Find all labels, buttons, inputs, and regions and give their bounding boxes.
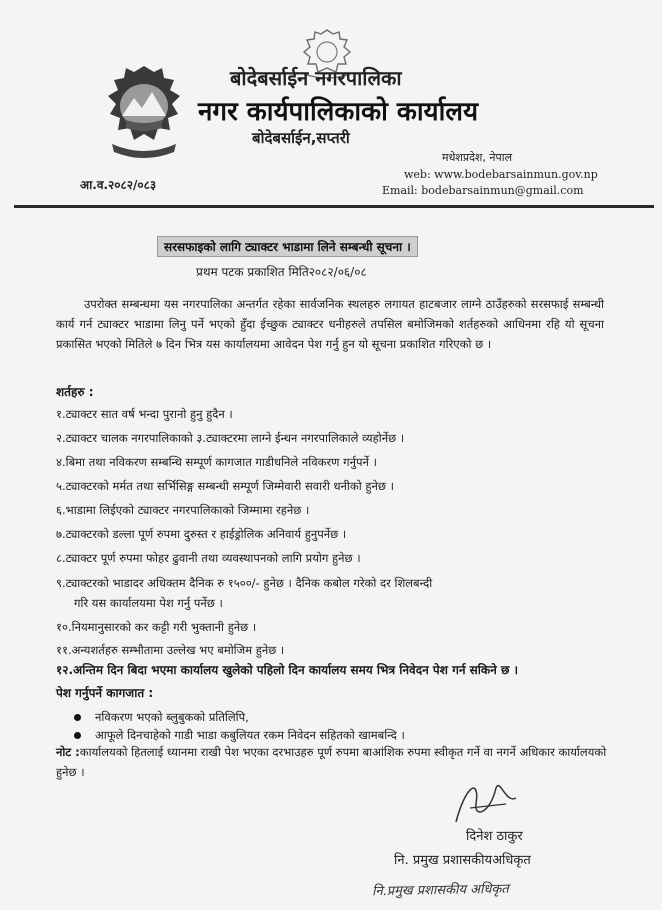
condition-item: १.ट्याक्टर सात वर्ष भन्दा पुरानो हुनु हुदैन ।: [56, 407, 233, 421]
intro-paragraph: उपरोक्त सम्बन्धमा यस नगरपालिका अन्तर्गत रहेका सार्वजनिक स्थलहरु लगायत हाटबजार लाग्ने ठाउँहरुको सरसफाई सम्बन्धी कार्य गर्न ट्याक्टर भाडामा लिनु पर्ने भएको हुँदा ईच्छुक ट्याक्टर धनीहरुले तपसिल बमोजिमको शर्तहरुको आधिनमा रहि यो सूचना प्रकासित भएको मितिले ७ दिन भित्र यस कार्यालयमा आवेदन पेश गर्नु हुन यो सूचना प्रकाशित गरिएको छ ।: [56, 297, 604, 351]
municipality-name: बोदेबर्साईन नगरपालिका: [230, 66, 402, 90]
notice-title: सरसफाइको लागि ट्याक्टर भाडामा लिने सम्बन्धी सूचना ।: [157, 236, 418, 257]
condition-item-10: १०.नियमानुसारको कर कट्टी गरी भुक्तानी हुनेछ ।: [56, 620, 257, 634]
condition-item-11: ११.अन्यशर्तहरु सम्भौतामा उल्लेख भए बमोजिम हुनेछ ।: [56, 643, 285, 657]
condition-item-9: [56, 573, 604, 613]
document-item: [74, 728, 405, 743]
documents-heading: पेश गर्नुपर्ने कागजात :: [56, 686, 154, 700]
header-divider: [14, 205, 654, 208]
document-text: नविकरण भएको ब्लुबुकको प्रतिलिपि,: [95, 710, 249, 724]
website-text: web: www.bodebarsainmun.gov.np: [404, 168, 598, 181]
signatory-name: दिनेश ठाकुर: [466, 829, 523, 844]
note-paragraph: [56, 742, 616, 782]
office-name: नगर कार्यपालिकाको कार्यालय: [198, 97, 479, 127]
condition-9-line-1: ९.ट्याक्टरको भाडादर अधिक्तम दैनिक रु १५००/- हुनेछ । दैनिक कबोल गरेको दर शिलबन्दी: [56, 576, 433, 590]
publish-date: प्रथम पटक प्रकाशित मिति२०८२/०६/०८: [196, 265, 367, 279]
condition-item: ७.ट्याक्टरको डल्ला पूर्ण रुपमा दुरुस्त र हाईड्रोलिक अनिवार्य हुनुपर्नेछ ।: [56, 527, 347, 541]
bullet-icon: [74, 714, 81, 721]
signature-scribble-icon: [446, 774, 526, 828]
signature-stamp: नि.प्रमुख प्रशासकीय अधिकृत: [371, 881, 509, 900]
signatory-title: नि. प्रमुख प्रशासकीयअधिकृत: [394, 853, 531, 868]
condition-item: ४.बिमा तथा नविकरण सम्बन्धि सम्पूर्ण कागजात गाडीधनिले नविकरण गर्नुपर्ने ।: [56, 455, 377, 469]
fiscal-year-text: आ.व.२०८२/०८३: [80, 178, 157, 192]
note-label: नोट :: [56, 745, 80, 759]
province-text: मधेशप्रदेश, नेपाल: [442, 151, 513, 164]
document-text: आफूले दिनचाहेको गाडी भाडा कबुलियत रकम निवेदन सहितको खामबन्दि ।: [95, 728, 405, 742]
condition-9-line-2: गरि यस कार्यालयमा पेश गर्नु पर्नेछ ।: [74, 596, 223, 610]
condition-item-12: १२.अन्तिम दिन बिदा भएमा कार्यालय खुलेको पहिलो दिन कार्यालय समय भित्र निवेदन पेश गर्न सकिने छ ।: [56, 663, 519, 677]
condition-item: ६.भाडामा लिईएको ट्याक्टर नगरपालिकाको जिम्मामा रहनेछ ।: [56, 503, 310, 517]
condition-item: ५.ट्याक्टरको मर्मत तथा सर्भिसिङ्ग सम्बन्धी सम्पूर्ण जिम्मेवारी सवारी धनीको हुनेछ ।: [56, 479, 394, 493]
document-item: [74, 710, 249, 725]
email-text: Email: bodebarsainmun@gmail.com: [382, 184, 584, 197]
conditions-heading: शर्तहरु :: [56, 385, 94, 399]
bullet-icon: [74, 732, 81, 739]
note-text: कार्यालयको हितलाई ध्यानमा राखी पेश भएका दरभाउहरु पूर्ण रुपमा बाआंशिक रुपमा स्वीकृत गर्ने वा नगर्ने अधिकार कार्यालयको हुनेछ ।: [56, 745, 607, 779]
nepal-emblem-icon: [98, 62, 190, 162]
condition-item: ८.ट्याक्टर पूर्ण रुपमा फोहर ढुवानी तथा व्यवस्थापनको लागि प्रयोग हुनेछ ।: [56, 551, 361, 565]
condition-item: २.ट्याक्टर चालक नगरपालिकाको ३.ट्याक्टरमा लाग्ने ईन्धन नगरपालिकाले व्यहोर्नेछ ।: [56, 431, 405, 445]
office-location: बोदेबर्साईन,सप्तरी: [252, 129, 350, 147]
